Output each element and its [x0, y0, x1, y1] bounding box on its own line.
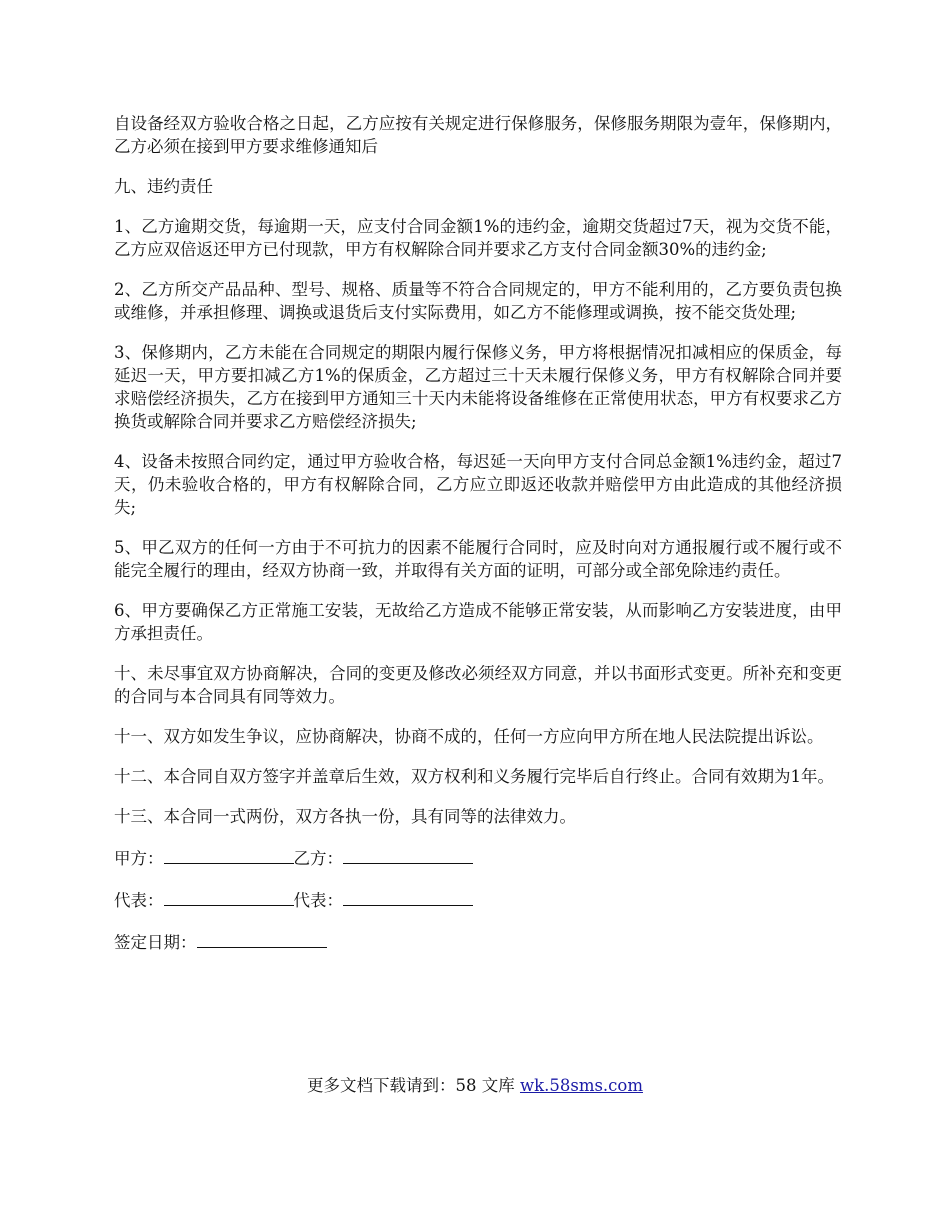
party-a-blank — [164, 845, 294, 864]
date-label: 签定日期： — [114, 933, 197, 952]
section-heading-liability: 九、违约责任 — [114, 177, 213, 196]
paragraph-warranty-intro: 自设备经双方验收合格之日起，乙方应按有关规定进行保修服务，保修服务期限为壹年，保修期内，乙方必须在接到甲方要求维修通知后 — [114, 114, 842, 156]
date-blank — [197, 929, 327, 948]
footer — [0, 1074, 950, 1097]
section-12-effectiveness: 十二、本合同自双方签字并盖章后生效，双方权利和义务履行完毕后自行终止。合同有效期为1年。 — [114, 767, 834, 786]
signing-date-row — [114, 929, 842, 954]
document-body — [114, 112, 842, 971]
party-a-label: 甲方： — [114, 849, 164, 868]
rep-b-blank — [343, 887, 473, 906]
rep-a-label: 代表： — [114, 891, 164, 910]
signature-representatives-row — [114, 887, 842, 912]
section-13-copies: 十三、本合同一式两份，双方各执一份，具有同等的法律效力。 — [114, 807, 576, 826]
footer-text: 更多文档下载请到：58 文库 — [306, 1076, 520, 1095]
clause-1-late-delivery: 1、乙方逾期交货，每逾期一天，应支付合同金额1%的违约金，逾期交货超过7天，视为交货不能，乙方应双倍返还甲方已付现款，甲方有权解除合同并要求乙方支付合同金额30%的违约金; — [114, 217, 842, 259]
clause-4-acceptance-delay: 4、设备未按照合同约定，通过甲方验收合格，每迟延一天向甲方支付合同总金额1%违约金，超过7天，仍未验收合格的，甲方有权解除合同，乙方应立即返还收款并赔偿甲方由此造成的其他经济损失; — [114, 452, 842, 517]
clause-3-warranty-failure: 3、保修期内，乙方未能在合同规定的期限内履行保修义务，甲方将根据情况扣减相应的保质金，每延迟一天，甲方要扣减乙方1%的保质金，乙方超过三十天未履行保修义务，甲方有权解除合同并要求赔偿经济损失，乙方在接到甲方通知三十天内未能将设备维修在正常使用状态，甲方有权要求乙方换货或解除合同并要求乙方赔偿经济损失; — [114, 343, 842, 431]
party-b-label: 乙方： — [293, 849, 343, 868]
footer-link[interactable]: wk.58sms.com — [519, 1076, 643, 1095]
signature-parties-row — [114, 845, 842, 870]
party-b-blank — [343, 845, 473, 864]
rep-a-blank — [164, 887, 294, 906]
rep-b-label: 代表： — [293, 891, 343, 910]
section-10-amendments: 十、未尽事宜双方协商解决，合同的变更及修改必须经双方同意，并以书面形式变更。所补充和变更的合同与本合同具有同等效力。 — [114, 664, 842, 706]
section-11-disputes: 十一、双方如发生争议，应协商解决，协商不成的，任何一方应向甲方所在地人民法院提出诉讼。 — [114, 727, 824, 746]
clause-5-force-majeure: 5、甲乙双方的任何一方由于不可抗力的因素不能履行合同时，应及时向对方通报履行或不履行或不能完全履行的理由，经双方协商一致，并取得有关方面的证明，可部分或全部免除违约责任。 — [114, 538, 842, 580]
clause-6-installation: 6、甲方要确保乙方正常施工安装，无故给乙方造成不能够正常安装，从而影响乙方安装进度，由甲方承担责任。 — [114, 601, 842, 643]
clause-2-nonconforming-product: 2、乙方所交产品品种、型号、规格、质量等不符合合同规定的，甲方不能利用的，乙方要负责包换或维修，并承担修理、调换或退货后支付实际费用，如乙方不能修理或调换，按不能交货处理; — [114, 280, 842, 322]
